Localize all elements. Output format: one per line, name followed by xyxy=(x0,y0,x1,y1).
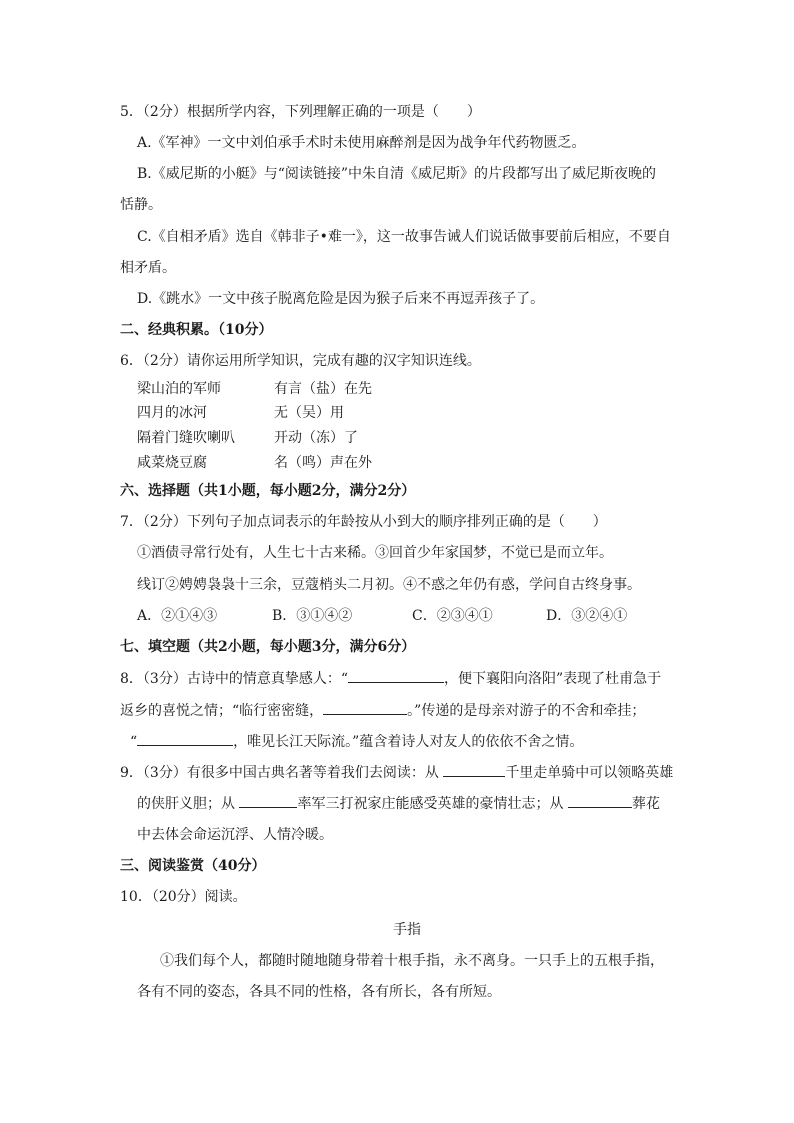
q6-left-2: 四月的冰河 xyxy=(137,405,207,421)
q5-option-b-line1: B.《威尼斯的小艇》与“阅读链接”中朱自清《威尼斯》的片段都写出了威尼斯夜晚的 xyxy=(137,166,657,182)
q6-left-4: 咸菜烧豆腐 xyxy=(137,455,207,471)
q6-right-3: 开动（冻）了 xyxy=(274,430,358,446)
section-3-heading: 三、阅读鉴赏（40分） xyxy=(120,858,266,874)
q6-right-1: 有言（盐）在先 xyxy=(274,381,372,397)
q7-stem: 7．（2分）下列句子加点词表示的年龄按从小到大的顺序排列正确的是（ ） xyxy=(120,514,607,530)
q9-line2-text-c: 葬花 xyxy=(631,796,660,812)
q9-blank-1[interactable] xyxy=(443,762,505,777)
q6-left-1: 梁山泊的军师 xyxy=(137,381,221,397)
q9-line1-text-b: 千里走单骑中可以领略英雄 xyxy=(505,765,674,781)
q7-option-a: A．②①④③ xyxy=(137,608,218,624)
q9-line2-text-a: 的侠肝义胆；从 xyxy=(137,796,235,812)
q7-option-b: B．③①④② xyxy=(272,608,353,624)
q8-blank-2[interactable] xyxy=(323,700,407,715)
q8-line1 xyxy=(120,668,661,689)
section-6-heading: 六、选择题（共1小题，每小题2分，满分2分） xyxy=(120,483,416,499)
q6-stem: 6．（2分）请你运用所学知识，完成有趣的汉字知识连线。 xyxy=(120,353,481,369)
q9-line2 xyxy=(137,793,660,814)
q8-line1-text-a: 8．（3分）古诗中的情意真挚感人：“ xyxy=(120,671,348,687)
q9-line3: 中去体会命运沉浮、人情冷暖。 xyxy=(137,827,333,843)
q9-blank-3[interactable] xyxy=(568,793,632,808)
q8-line2-text-a: 返乡的喜悦之情；“临行密密缝， xyxy=(120,703,324,719)
q7-option-d: D．③②④① xyxy=(546,608,628,624)
q5-option-d: D.《跳水》一文中孩子脱离危险是因为猴子后来不再逗弄孩子了。 xyxy=(137,291,545,307)
q9-blank-2[interactable] xyxy=(239,793,297,808)
q8-line1-text-b: ，便下襄阳向洛阳”表现了杜甫急于 xyxy=(443,671,662,687)
q7-line2: 线订②娉娉袅袅十三余，豆蔻梢头二月初。④不惑之年仍有惑，学问自古终身事。 xyxy=(137,577,641,593)
q8-blank-1[interactable] xyxy=(348,668,444,683)
q6-right-4: 名（鸣）声在外 xyxy=(274,455,372,471)
q5-option-c-line2: 相矛盾。 xyxy=(120,260,176,276)
q5-option-a: A.《军神》一文中刘伯承手术时未使用麻醉剂是因为战争年代药物匮乏。 xyxy=(137,135,586,151)
reading-paragraph-line2: 各有不同的姿态，各具不同的性格，各有所长，各有所短。 xyxy=(137,984,501,1000)
q5-option-b-line2: 恬静。 xyxy=(120,197,162,213)
reading-paragraph-line1: ①我们每个人，都随时随地随身带着十根手指，永不离身。一只手上的五根手指， xyxy=(160,953,664,969)
q9-line2-text-b: 率军三打祝家庄能感受英雄的豪情壮志；从 xyxy=(297,796,564,812)
q6-right-2: 无（吴）用 xyxy=(274,405,344,421)
q8-line3 xyxy=(130,731,583,752)
q9-line1-text-a: 9．（3分）有很多中国古典名著等着我们去阅读：从 xyxy=(120,765,439,781)
q5-stem: 5．（2分）根据所学内容，下列理解正确的一项是（ ） xyxy=(120,104,481,120)
q8-line3-text-b: ，唯见长江天际流。”蕴含着诗人对友人的依依不舍之情。 xyxy=(233,734,584,750)
section-2-heading: 二、经典积累。（10分） xyxy=(120,322,273,338)
q7-line1: ①酒债寻常行处有，人生七十古来稀。③回首少年家国梦，不觉已是而立年。 xyxy=(137,545,613,561)
q5-option-c-line1: C.《自相矛盾》选自《韩非子•难一》，这一故事告诫人们说话做事要前后相应，不要自 xyxy=(137,229,671,245)
q7-option-c: C．②③④① xyxy=(412,608,493,624)
q6-left-3: 隔着门缝吹喇叭 xyxy=(137,430,235,446)
q8-blank-3[interactable] xyxy=(137,731,233,746)
reading-title: 手指 xyxy=(393,922,421,938)
section-7-heading: 七、填空题（共2小题，每小题3分，满分6分） xyxy=(120,639,416,655)
q10-stem: 10．（20分）阅读。 xyxy=(120,889,247,905)
q9-line1 xyxy=(120,762,673,783)
q8-line2-text-b: 。”传递的是母亲对游子的不舍和牵挂； xyxy=(407,703,646,719)
q8-line2 xyxy=(120,700,645,721)
q8-line3-text-a: “ xyxy=(130,734,138,750)
